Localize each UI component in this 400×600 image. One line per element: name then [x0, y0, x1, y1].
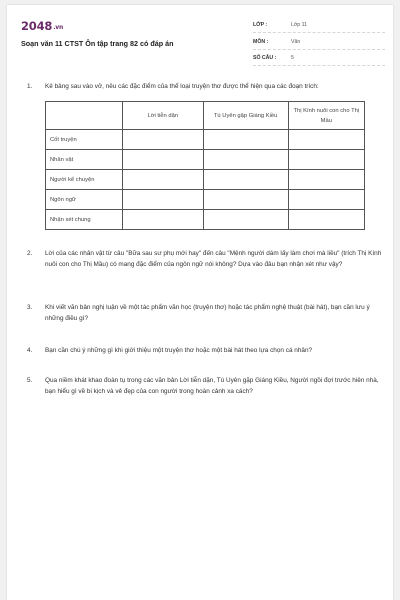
table-header-row: [46, 102, 365, 130]
table-row-label: Ngôn ngữ: [46, 190, 123, 210]
table-row: [46, 130, 365, 150]
table-header-cell: Thị Kính nuôi con cho Thị Mầu: [288, 102, 364, 130]
table-row-label: Nhân vật: [46, 150, 123, 170]
table-row: [46, 170, 365, 190]
meta-info: [253, 19, 385, 69]
table-row: [46, 190, 365, 210]
table-row-label: Nhận xét chung: [46, 210, 123, 230]
table-row: [46, 150, 365, 170]
table-row-label: Cốt truyện: [46, 130, 123, 150]
meta-question-count: SỐ CÂU : 5: [253, 52, 385, 66]
site-logo[interactable]: 2048.vn: [21, 19, 64, 33]
table-header-cell: [46, 102, 123, 130]
table-row: [46, 210, 365, 230]
table-header-cell: Tú Uyên gặp Giáng Kiều: [203, 102, 288, 130]
document-page: 2048.vn Soạn văn 11 CTST Ôn tập trang 82 có đáp án LỚP : Lớp 11 MÔN : Văn SỐ CÂU : 5 1. Kẻ bảng sau vào vở, nêu các đặc điểm của thể loại truyện thơ được thể hiện qua các đoạn trích: Lời tiễn dặn Tú Uyên gặp Giáng Kiều Thị Kính nuôi con cho Thị Mầu Cốt truyện Nhân vật Người kể chuyện Ngôn ngữ Nhận xét chung 2. Lời của các nhân vật từ câu "Bữa sau sư phụ mới hay" đến câu "Mệnh người dám lấy làm chơi mà liều" (trích Thị Kính nuôi con cho Thị Mầu) có mang đặc điểm của ngôn ngữ nói không? Dựa vào đâu bạn nhận xét như vậy? 3. Khi viết văn bản nghị luận về một tác phẩm văn học (truyện thơ) hoặc tác phẩm nghệ thuật (bài hát), bạn cần lưu ý những điều gì? 4. Bạn cần chú ý những gì khi giới thiệu một truyện thơ hoặc một bài hát theo lựa chọn cá nhân? 5. Qua niềm khát khao đoàn tụ trong các văn bản Lời tiễn dặn, Tú Uyên gặp Giáng Kiều, Người ngồi đợi trước hiên nhà, bạn hiểu gì về bi kịch và vẻ đẹp của con người trong hoàn cảnh xa cách?: [7, 5, 393, 600]
meta-subject: MÔN : Văn: [253, 36, 385, 50]
document-title: Soạn văn 11 CTST Ôn tập trang 82 có đáp án: [21, 39, 174, 48]
meta-class: LỚP : Lớp 11: [253, 19, 385, 33]
table-header-cell: Lời tiễn dặn: [122, 102, 203, 130]
table-row-label: Người kể chuyện: [46, 170, 123, 190]
comparison-table: [45, 101, 365, 230]
